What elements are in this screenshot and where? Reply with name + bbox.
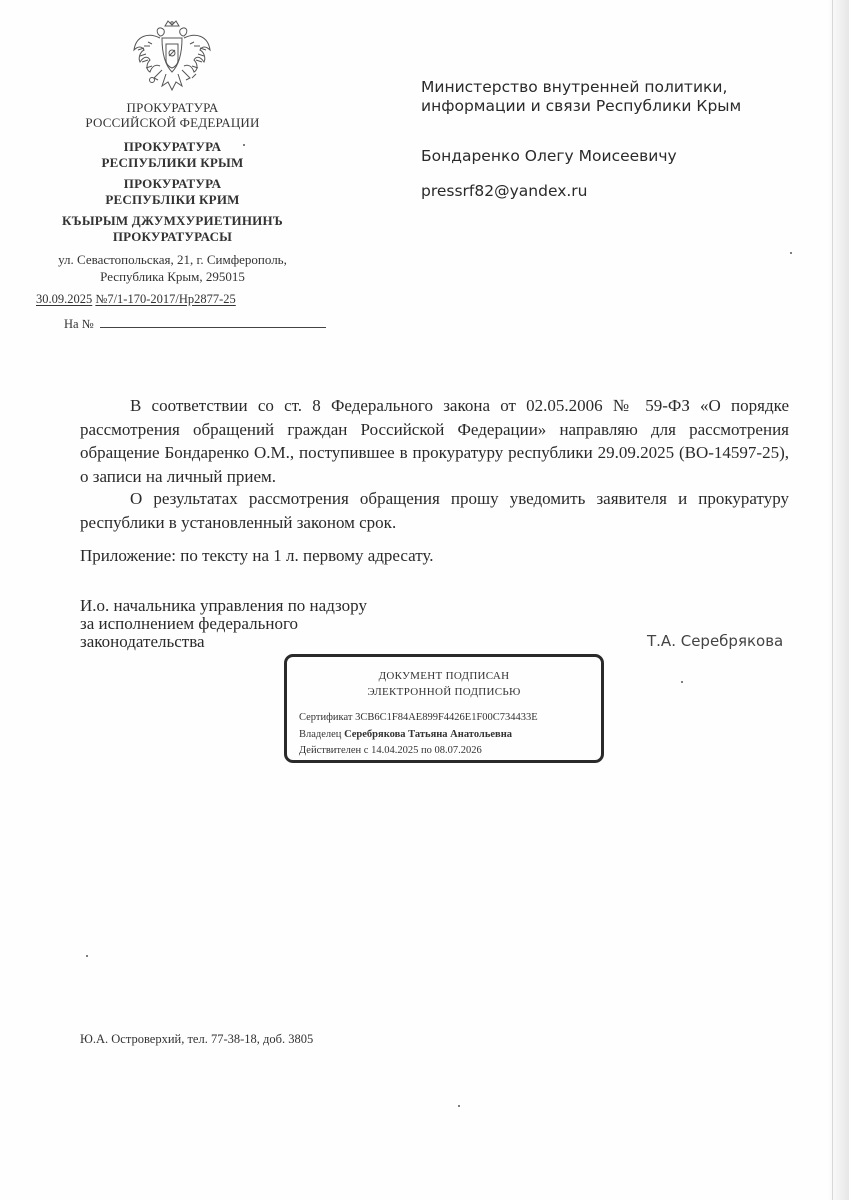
stamp-title-line2: ЭЛЕКТРОННОЙ ПОДПИСЬЮ — [367, 686, 521, 698]
stamp-owner-value: Серебрякова Татьяна Анатольевна — [344, 729, 513, 740]
stamp-valid-label: Действителен — [299, 745, 362, 756]
header-org-crimea-tat-line1: КЪЫРЫМ ДЖУМХУРИЕТИНИНЪ — [62, 213, 283, 228]
electronic-signature-stamp — [284, 654, 604, 763]
stamp-owner — [299, 729, 512, 740]
signature-position-line2: за исполнением федерального — [80, 614, 299, 633]
reply-to-label: На № — [64, 317, 94, 331]
reply-to-blank — [100, 316, 326, 328]
stamp-validity — [299, 745, 482, 756]
scan-speck — [681, 681, 683, 683]
scan-speck — [243, 144, 245, 146]
stamp-certificate-label: Сертификат — [299, 712, 353, 723]
page-edge-line — [832, 0, 833, 1200]
addressee-ministry-line2: информации и связи Республики Крым — [421, 97, 742, 115]
stamp-valid-from: 14.04.2025 — [371, 745, 419, 756]
header-org-russia-line1: ПРОКУРАТУРА — [126, 100, 219, 115]
header-org-crimea-ru-line2: РЕСПУБЛИКИ КРЫМ — [101, 155, 244, 170]
registration-line — [36, 292, 236, 307]
stamp-certificate — [299, 712, 538, 723]
header-org-russia-line2: РОССИЙСКОЙ ФЕДЕРАЦИИ — [85, 115, 260, 130]
stamp-valid-to-label: по — [420, 745, 432, 756]
body-attachment: Приложение: по тексту на 1 л. первому адресату. — [80, 546, 434, 565]
signature-position-line1: И.о. начальника управления по надзору — [80, 596, 367, 615]
stamp-owner-label: Владелец — [299, 729, 342, 740]
registration-date: 30.09.2025 — [36, 292, 93, 306]
reply-to-line — [64, 316, 326, 332]
header-org-crimea-ua-line2: РЕСПУБЛIКИ КРИМ — [105, 192, 240, 207]
header-org-crimea-ua — [0, 176, 345, 208]
addressee-email: pressrf82@yandex.ru — [421, 182, 588, 200]
stamp-valid-to: 08.07.2026 — [434, 745, 482, 756]
header-org-crimea-ru — [0, 139, 345, 171]
body-paragraph-1: В соответствии со ст. 8 Федерального закона от 02.05.2006 № 59-ФЗ «О порядке рассмотрения обращений граждан Российской Федерации» направляю для рассмотрения обращение Бондаренко О.М., поступившее в прокуратуру республики 29.09.2025 (ВО-14597-25), о записи на личный прием. — [80, 396, 789, 486]
body-paragraph-2: О результатах рассмотрения обращения прошу уведомить заявителя и прокуратуру республики в установленный законом срок. — [80, 489, 789, 532]
header-org-crimea-tat — [0, 213, 345, 245]
addressee-person: Бондаренко Олегу Моисеевичу — [421, 147, 677, 165]
registration-number: 7/1-170-2017/Нр2877-25 — [107, 292, 236, 306]
scan-speck — [790, 252, 792, 254]
header-address-line1: ул. Севастопольская, 21, г. Симферополь, — [58, 252, 287, 267]
header-address-line2: Республика Крым, 295015 — [100, 269, 245, 284]
addressee-ministry-line1: Министерство внутренней политики, — [421, 78, 728, 96]
stamp-valid-from-label: с — [363, 745, 369, 756]
signature-position — [80, 597, 367, 651]
registration-number-sign: № — [95, 292, 108, 306]
scan-speck — [86, 955, 88, 957]
coat-of-arms-emblem — [128, 20, 216, 98]
signature-name: Т.А. Серебрякова — [647, 632, 784, 650]
header-org-crimea-ua-line1: ПРОКУРАТУРА — [123, 176, 222, 191]
stamp-certificate-value: 3CB6C1F84AE899F4426E1F00C734433E — [355, 712, 538, 723]
stamp-title-line1: ДОКУМЕНТ ПОДПИСАН — [378, 670, 510, 682]
header-org-russia — [0, 100, 345, 130]
page-edge-shadow — [827, 0, 849, 1200]
addressee-ministry — [421, 78, 741, 116]
header-org-crimea-ru-line1: ПРОКУРАТУРА — [123, 139, 222, 154]
header-org-crimea-tat-line2: ПРОКУРАТУРАСЫ — [112, 229, 233, 244]
executor-footer: Ю.А. Островерхий, тел. 77-38-18, доб. 3805 — [80, 1032, 314, 1046]
scan-speck — [458, 1105, 460, 1107]
header-address — [0, 251, 345, 285]
signature-position-line3: законодательства — [80, 632, 205, 651]
